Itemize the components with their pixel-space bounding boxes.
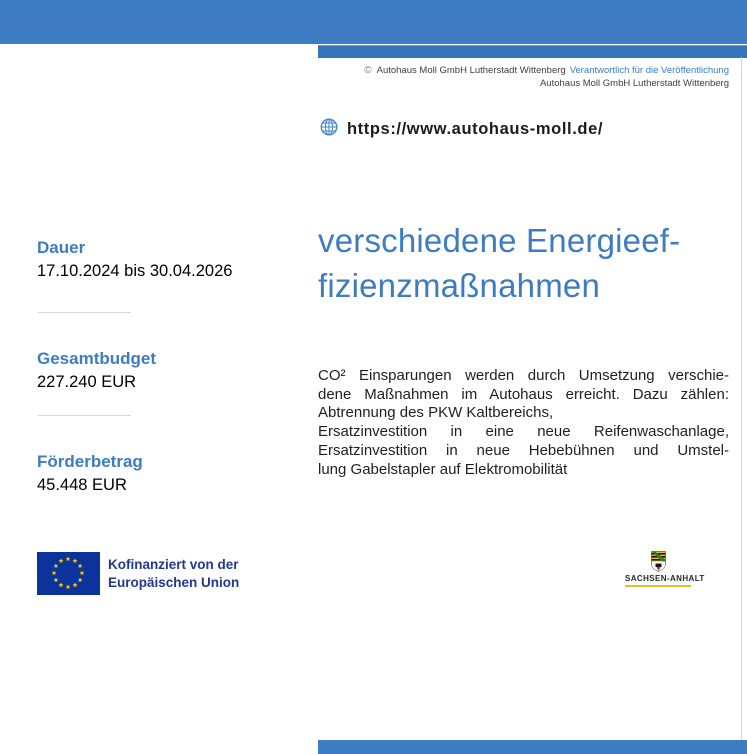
page-right-border [741,57,742,740]
copyright-owner: Autohaus Moll GmbH Lutherstadt Wittenberg [376,65,566,76]
website-row [320,118,603,141]
budget-value: 227.240 EUR [37,373,137,391]
bottom-blue-band [318,740,747,754]
top-blue-band [0,0,747,44]
copyright-icon: © [364,65,372,76]
funding-label: Förderbetrag [37,452,143,471]
description-line: Ersatzinvestition in neue Hebebühnen und Umstel- [318,441,729,459]
responsible-name: Autohaus Moll GmbH Lutherstadt Wittenberg [539,78,729,89]
responsible-link[interactable]: Verantwortlich für die Veröffentlichung [569,65,729,76]
description-line: dene Maßnahmen im Autohaus erreicht. Dazu zählen: [318,385,729,403]
project-description [318,367,729,479]
fact-funding [37,452,143,495]
eu-cofunded-logo [37,552,239,595]
funding-value: 45.448 EUR [37,476,127,494]
page-title [318,218,738,308]
eu-flag-icon [37,552,100,595]
page-title-line2: fizienzmaßnahmen [318,267,600,304]
eu-caption-line2: Europäischen Union [108,574,240,590]
copyright-line [364,64,729,77]
state-name-label: SACHSEN-ANHALT [625,574,705,583]
top-blue-substrip [318,45,747,58]
divider [38,415,131,416]
duration-label: Dauer [37,238,86,257]
description-line: lung Gabelstapler auf Elektromobilität [318,460,568,478]
state-underline [625,585,691,587]
description-line: CO² Einsparungen werden durch Umsetzung verschie- [318,367,729,384]
divider [38,312,131,313]
description-line: Abtrennung des PKW Kaltbereichs, [318,404,554,422]
page-title-line1: verschiedene Energieef- [318,222,681,259]
eu-logo-caption [108,556,239,591]
duration-value: 17.10.2024 bis 30.04.2026 [37,262,233,280]
description-line: Ersatzinvestition in eine neue Reifenwaschanlage, [318,423,729,441]
fact-budget [37,349,156,392]
budget-label: Gesamtbudget [37,349,157,368]
coat-of-arms-icon [651,551,666,572]
globe-icon [320,118,338,141]
fact-duration [37,238,232,281]
website-url-link[interactable]: https://www.autohaus-moll.de/ [347,120,604,138]
sachsen-anhalt-logo [625,551,705,587]
copyright-block [364,64,729,90]
eu-caption-line1: Kofinanziert von der [108,557,239,572]
